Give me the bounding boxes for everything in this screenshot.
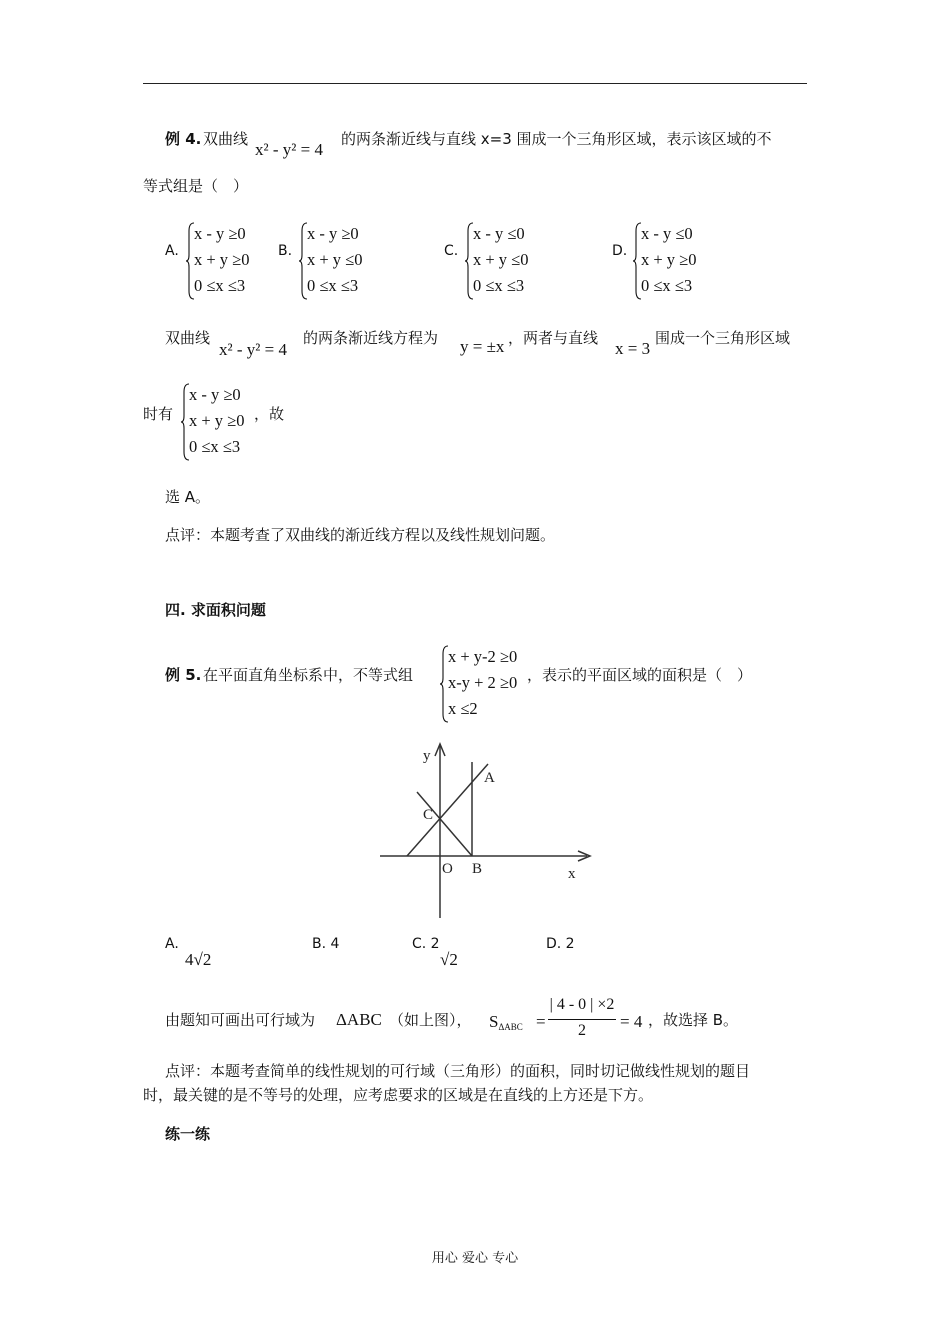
example-4-label: 例 4. [165,130,202,148]
solution-5-comment-1: 点评：本题考查简单的线性规划的可行域（三角形）的面积，同时切记做线性规划的题目 [165,1062,751,1080]
option-5-d: D. 2 [546,936,575,952]
option-4-letter-3: D. [612,243,628,259]
header-rule [143,83,807,84]
feasible-region-figure [372,740,602,925]
solution-5-t3: ，故选择 B。 [648,1011,739,1029]
section-title: 四. 求面积问题 [165,601,266,619]
fraction-bar [548,1019,616,1020]
option-4-line: x - y ≥0 [194,224,246,243]
option-4-line: x + y ≥0 [194,250,250,269]
solution-4-equation: x² - y² = 4 [219,340,287,359]
option-4-letter-1: B. [278,243,293,259]
example-5-line-1: x + y-2 ≥0 [448,647,518,666]
y-axis-label: y [423,748,431,764]
option-4-line: x + y ≥0 [641,250,697,269]
point-c-label: C [423,807,434,823]
example-4-equation: x² - y² = 4 [255,140,323,159]
example-5-text-a: 在平面直角坐标系中，不等式组 [203,666,414,684]
option-5-b: B. 4 [312,936,340,952]
origin-label: O [442,861,453,877]
option-5-a-letter: A. [165,936,179,952]
practice-heading: 练一练 [165,1125,211,1143]
solution-4-t3: ，两者与直线 [508,329,599,347]
solution-5-comment-2: 时，最关键的是不等号的处理，应考虑要求的区域是在直线的上方还是下方。 [143,1086,654,1104]
option-4-line: 0 ≤x ≤3 [641,276,693,295]
option-4-line: 0 ≤x ≤3 [307,276,359,295]
example-4-text-a: 双曲线 [203,130,249,148]
example-5-line-3: x ≤2 [448,699,478,718]
solution-4-t2: 的两条渐近线方程为 [303,329,439,347]
solution-4-t6: ，故 [254,405,285,423]
solution-4-t4: 围成一个三角形区域 [655,329,791,347]
solution-4-line-1: x - y ≥0 [189,385,241,404]
line-x-minus-y-plus-2 [407,764,488,856]
example-5-label: 例 5. [165,666,202,684]
solution-5-numerator: | 4 - 0 | ×2 [549,996,615,1013]
solution-4-asymptote: y = ±x [460,337,505,356]
solution-4-line: x = 3 [615,339,651,358]
option-4-letter-0: A. [165,243,179,259]
option-5-c-letter: C. 2 [412,936,440,952]
option-4-line: 0 ≤x ≤3 [194,276,246,295]
solution-5-area-symbol: SΔABC [489,1012,523,1032]
option-4-line: 0 ≤x ≤3 [473,276,525,295]
option-4-letter-2: C. [444,243,459,259]
solution-5-denominator: 2 [578,1022,586,1039]
option-5-c-value: √2 [440,950,458,969]
option-4-line: x - y ≤0 [473,224,525,243]
page-footer: 用心 爱心 专心 [431,1251,519,1266]
example-4-text-b: 的两条渐近线与直线 x=3 围成一个三角形区域，表示该区域的不 [341,130,772,148]
solution-4-t7: 选 A。 [165,488,211,506]
option-4-line: x - y ≥0 [307,224,359,243]
option-4-line: x + y ≤0 [473,250,529,269]
solution-4-comment: 点评：本题考查了双曲线的渐近线方程以及线性规划问题。 [165,526,556,544]
option-4-line: x + y ≤0 [307,250,363,269]
solution-5-equals: = [536,1012,546,1031]
x-axis-label: x [568,866,576,882]
option-5-a-value: 4√2 [185,950,212,969]
solution-4-t5: 时有 [143,405,174,423]
option-4-line: x - y ≤0 [641,224,693,243]
solution-4-t1: 双曲线 [165,329,211,347]
point-a-label: A [484,770,495,786]
solution-4-line-2: x + y ≥0 [189,411,245,430]
point-b-label: B [472,861,483,877]
example-5-line-2: x-y + 2 ≥0 [448,673,518,692]
solution-5-t1: 由题知可画出可行域为 [165,1011,316,1029]
line-x-plus-y-minus-2 [417,792,472,856]
solution-5-result: = 4 [620,1012,643,1031]
solution-4-line-3: 0 ≤x ≤3 [189,437,241,456]
solution-5-t2: （如上图）， [389,1011,472,1029]
example-4-text-c: 等式组是（ ） [143,177,249,195]
solution-5-triangle: ΔABC [336,1010,382,1029]
example-5-text-b: ，表示的平面区域的面积是（ ） [527,666,753,684]
